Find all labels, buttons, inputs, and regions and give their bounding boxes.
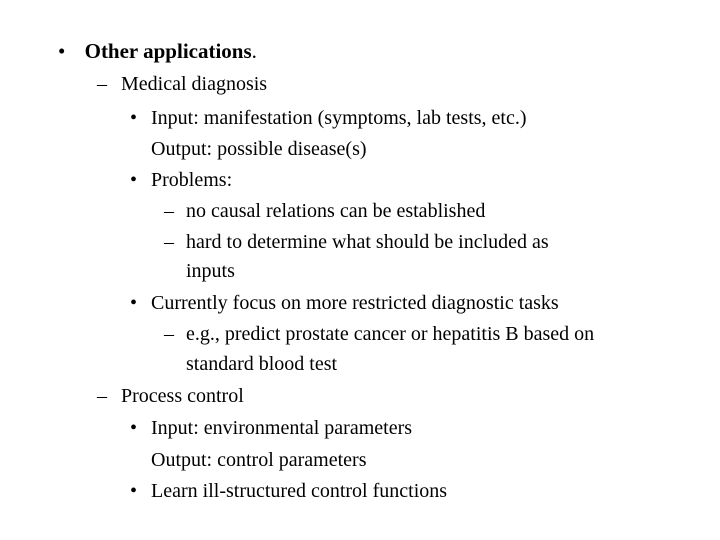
list-item — [130, 168, 232, 192]
sub-item-text: no causal relations can be established — [186, 200, 486, 222]
sub-item-text: e.g., predict prostate cancer or hepatitis B based on — [186, 323, 595, 345]
section-title: Medical diagnosis — [121, 73, 268, 95]
dash-icon: – — [97, 73, 107, 95]
item-continuation: Output: control parameters — [151, 449, 367, 471]
bullet-icon: • — [130, 169, 138, 191]
list-item — [130, 416, 412, 440]
list-item — [130, 479, 447, 503]
bullet-icon: • — [130, 292, 138, 314]
bullet-icon: • — [58, 39, 66, 63]
item-continuation: Output: possible disease(s) — [151, 138, 367, 160]
section-process-control — [97, 384, 244, 408]
item-text: Input: manifestation (symptoms, lab tests, etc.) — [151, 107, 527, 129]
sub-item-text: hard to determine what should be included as — [186, 231, 549, 253]
sub-item — [164, 322, 594, 346]
sub-item-continuation: inputs — [186, 260, 235, 282]
dash-icon: – — [97, 385, 107, 407]
bullet-icon: • — [130, 107, 138, 129]
bullet-icon: • — [130, 480, 138, 502]
list-item — [130, 291, 559, 315]
heading-line — [58, 39, 257, 63]
bullet-icon: • — [130, 417, 138, 439]
dash-icon: – — [164, 231, 174, 253]
item-text: Learn ill-structured control functions — [151, 480, 448, 502]
sub-item — [164, 199, 485, 223]
dash-icon: – — [164, 323, 174, 345]
list-item — [130, 106, 527, 130]
section-medical-diagnosis — [97, 72, 267, 96]
heading-punctuation: . — [251, 39, 257, 63]
item-text: Problems: — [151, 169, 233, 191]
sub-item — [164, 230, 549, 254]
heading-label: Other applications — [84, 39, 252, 63]
section-title: Process control — [121, 385, 244, 407]
dash-icon: – — [164, 200, 174, 222]
item-text: Input: environmental parameters — [151, 417, 413, 439]
sub-item-continuation: standard blood test — [186, 353, 338, 375]
item-text: Currently focus on more restricted diagnostic tasks — [151, 292, 559, 314]
